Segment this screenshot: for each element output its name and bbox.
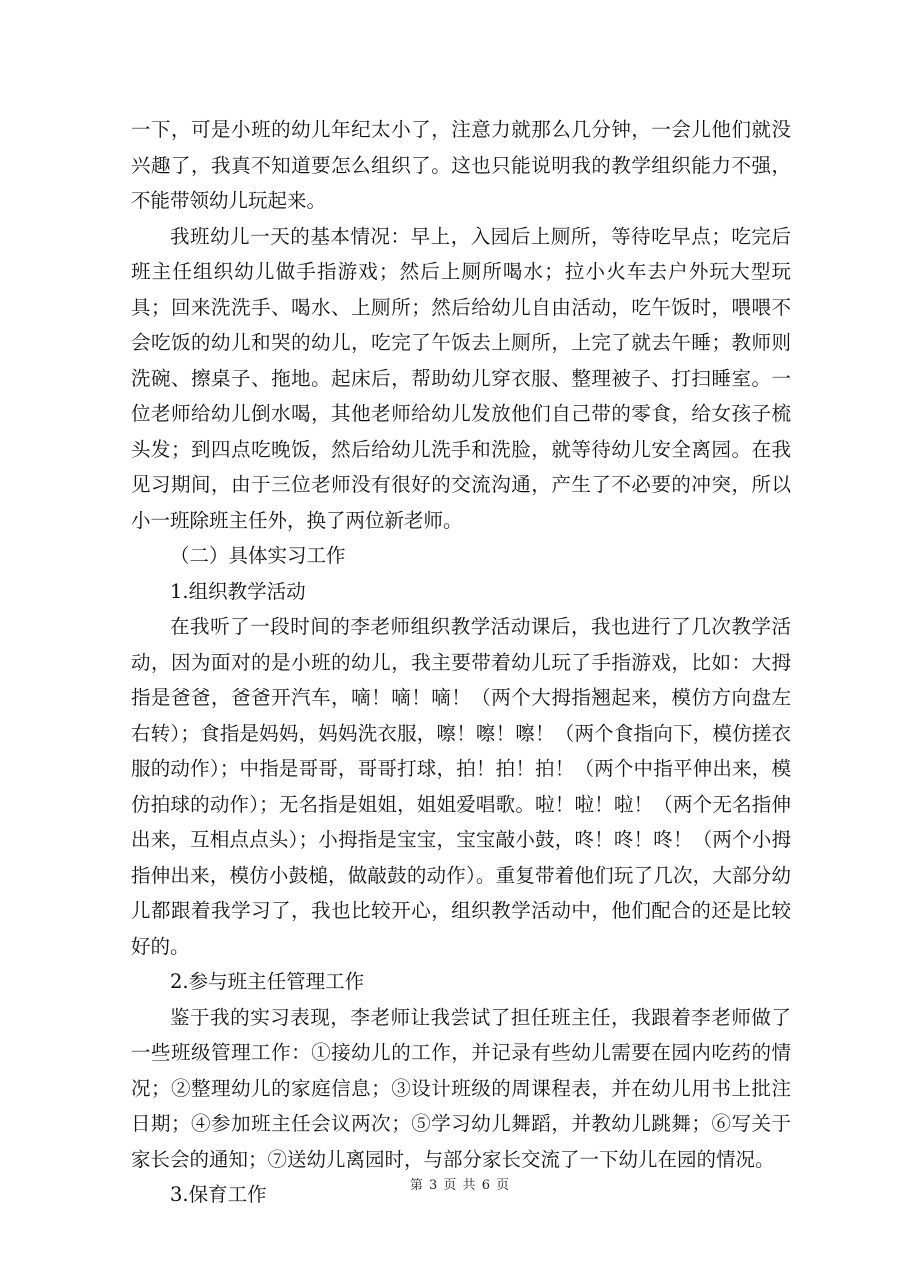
- paragraph-daily-routine: 我班幼儿一天的基本情况：早上，入园后上厕所，等待吃早点；吃完后班主任组织幼儿做手指游戏；然后上厕所喝水；拉小火车去户外玩大型玩具；回来洗洗手、喝水、上厕所；然后给幼儿自由活动，吃午饭时，喂喂不会吃饭的幼儿和哭的幼儿，吃完了午饭去上厕所，上完了就去午睡；教师则洗碗、擦桌子、拖地。起床后，帮助幼儿穿衣服、整理被子、打扫睡室。一位老师给幼儿倒水喝，其他老师给幼儿发放他们自己带的零食，给女孩子梳头发；到四点吃晚饭，然后给幼儿洗手和洗脸，就等待幼儿安全离园。在我见习期间，由于三位老师没有很好的交流沟通，产生了不必要的冲突，所以小一班除班主任外，换了两位新老师。: [131, 224, 791, 532]
- paragraph-teaching-activities: 在我听了一段时间的李老师组织教学活动课后，我也进行了几次教学活动，因为面对的是小班的幼儿，我主要带着幼儿玩了手指游戏，比如：大拇指是爸爸，爸爸开汽车，嘀！嘀！嘀！（两个大拇指翘起来，模仿方向盘左右转）；食指是妈妈，妈妈洗衣服，嚓！嚓！嚓！（两个食指向下，模仿搓衣服的动作）；中指是哥哥，哥哥打球，拍！拍！拍！（两个中指平伸出来，模仿拍球的动作）；无名指是姐姐，姐姐爱唱歌。啦！啦！啦！（两个无名指伸出来，互相点点头）；小拇指是宝宝，宝宝敲小鼓，咚！咚！咚！（两个小拇指伸出来，模仿小鼓槌，做敲鼓的动作）。重复带着他们玩了几次，大部分幼儿都跟着我学习了，我也比较开心，组织教学活动中，他们配合的还是比较好的。: [131, 615, 791, 958]
- subheading-class-management: 2.参与班主任管理工作: [170, 970, 365, 993]
- page-footer: 第 3 页 共 6 页: [409, 1178, 511, 1193]
- paragraph-continuation: 一下，可是小班的幼儿年纪太小了，注意力就那么几分钟，一会儿他们就没兴趣了，我真不知道要怎么组织了。这也只能说明我的教学组织能力不强，不能带领幼儿玩起来。: [131, 118, 791, 212]
- page-body: [131, 112, 791, 1213]
- section-heading-internship-work: （二）具体实习工作: [170, 544, 346, 567]
- subheading-teaching-activities: 1.组织教学活动: [170, 579, 306, 603]
- subheading-childcare-work: 3.保育工作: [170, 1183, 267, 1206]
- paragraph-class-management: 鉴于我的实习表现，李老师让我尝试了担任班主任，我跟着李老师做了一些班级管理工作：①接幼儿的工作，并记录有些幼儿需要在园内吃药的情况；②整理幼儿的家庭信息；③设计班级的周课程表，并在幼儿用书上批注日期；④参加班主任会议两次；⑤学习幼儿舞蹈，并教幼儿跳舞；⑥写关于家长会的通知；⑦送幼儿离园时，与部分家长交流了一下幼儿在园的情况。: [131, 1005, 791, 1171]
